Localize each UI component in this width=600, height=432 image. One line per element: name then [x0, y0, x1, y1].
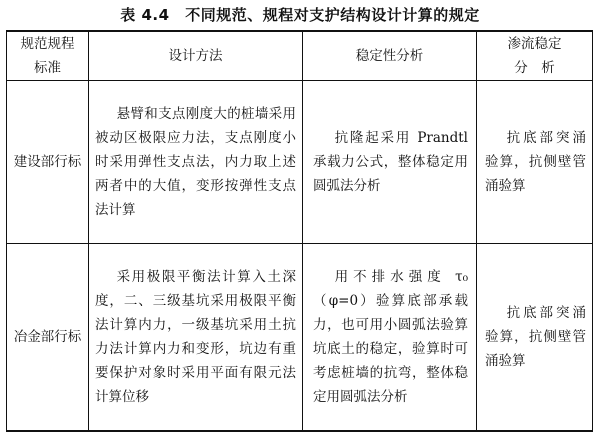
- header-stability: 稳定性分析: [303, 31, 477, 81]
- row-label: 冶金部行标: [7, 244, 89, 432]
- header-standard-line1: 规范规程: [20, 36, 75, 52]
- header-seepage-line2: 分 析: [514, 60, 555, 76]
- table-row: [7, 244, 593, 432]
- design-method-cell: 悬臂和支点刚度大的桩墙采用被动区极限应力法，支点刚度小时采用弹性支点法，内力取上述两者中的大值，变形按弹性支点法计算: [89, 81, 303, 244]
- header-seepage: [477, 31, 593, 81]
- stability-cell: 用不排水强度 τ₀（φ=0）验算底部承载力，也可用小圆弧法验算坑底土的稳定，验算时可考虑桩墙的抗弯，整体稳定用圆弧法分析: [303, 244, 477, 432]
- header-design-method: 设计方法: [89, 31, 303, 81]
- row-label: 建设部行标: [7, 81, 89, 244]
- design-method-cell: 采用极限平衡法计算入土深度，二、三级基坑采用极限平衡法计算内力，一级基坑采用土抗力法计算内力和变形，坑边有重要保护对象时采用平面有限元法计算位移: [89, 244, 303, 432]
- table-number: 表 4.4: [120, 6, 170, 24]
- header-standard-line2: 标准: [34, 60, 61, 76]
- table-title: 不同规范、规程对支护结构设计计算的规定: [185, 6, 480, 24]
- header-seepage-line1: 渗流稳定: [507, 36, 562, 52]
- table-header-row: [7, 31, 593, 81]
- table-row: [7, 81, 593, 244]
- seepage-cell: 抗底部突涌验算，抗侧壁管涌验算: [477, 244, 593, 432]
- regulation-table: [6, 30, 593, 432]
- seepage-cell: 抗底部突涌验算，抗侧壁管涌验算: [477, 81, 593, 244]
- stability-cell: 抗隆起采用 Prandtl 承载力公式，整体稳定用圆弧法分析: [303, 81, 477, 244]
- table-caption: [0, 4, 600, 25]
- header-standard: [7, 31, 89, 81]
